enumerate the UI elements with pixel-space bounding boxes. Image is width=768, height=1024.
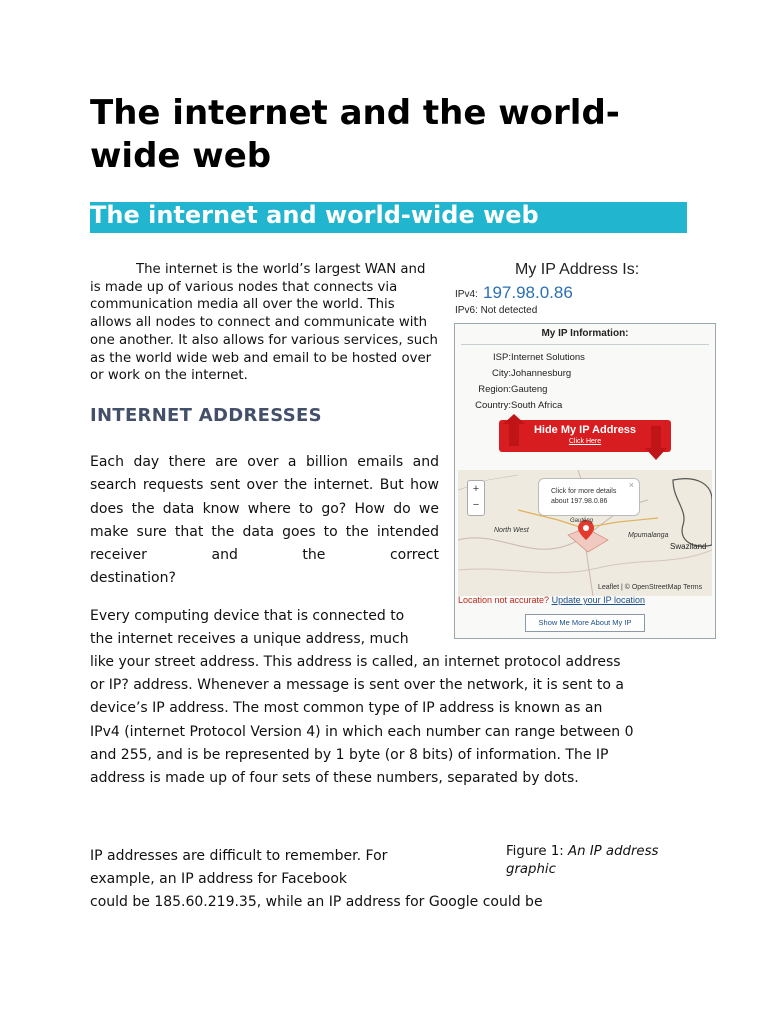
paragraph-3-line: could be 185.60.219.35, while an IP address for Google could be (90, 894, 543, 910)
info-row-city (455, 368, 571, 379)
info-row-isp (455, 352, 585, 363)
section-heading-banner (90, 202, 687, 233)
figure-title: My IP Address Is: (515, 261, 640, 278)
caption-prefix: Figure 1: (506, 844, 568, 859)
info-row-country (455, 400, 562, 411)
zoom-in-button[interactable]: + (472, 483, 480, 495)
page-title: The internet and the world-wide web (90, 93, 620, 176)
paragraph-3-line: IP addresses are difficult to remember. For (90, 848, 388, 864)
location-map[interactable] (458, 470, 712, 596)
map-zoom-control[interactable] (467, 480, 485, 516)
paragraph-2-line: the internet receives a unique address, much (90, 631, 409, 647)
info-key: City: (492, 368, 511, 379)
popup-line-2: about 197.98.0.86 (551, 498, 608, 505)
paragraph-2-line: address is made up of four sets of these numbers, separated by dots. (90, 770, 579, 786)
map-label: Swaziland (670, 542, 707, 551)
section-heading: The internet and world-wide web (90, 201, 539, 229)
close-icon[interactable]: × (628, 480, 634, 490)
info-key: Region: (478, 384, 511, 395)
info-value: Johannesburg (511, 368, 572, 379)
paragraph-1 (90, 451, 439, 591)
ipv6-label: IPv6: (455, 305, 478, 316)
ipv4-value: 197.98.0.86 (483, 283, 573, 302)
location-question: Location not accurate? (458, 595, 550, 605)
figure-caption (506, 843, 676, 879)
location-row (458, 595, 645, 605)
info-row-region (455, 384, 547, 395)
map-label: Gauteng (570, 518, 594, 524)
ipv4-label: IPv4: (455, 289, 478, 300)
intro-paragraph (90, 261, 440, 385)
ipv6-value: Not detected (480, 305, 538, 316)
map-label: Mpumalanga (628, 532, 669, 539)
intro-text: The internet is the world’s largest WAN and is made up of various nodes that connects via communication media all over the world. This allows all nodes to connect and communicate with one another. It also allows for various services, such as the world wide web and email to be hosted over or work on the internet. (90, 262, 438, 384)
paragraph-2-line: Every computing device that is connected to (90, 608, 405, 624)
popup-line-1: Click for more details (551, 488, 617, 495)
info-heading: My IP Information: (541, 328, 629, 339)
paragraph-1-text: Each day there are over a billion emails and search requests sent over the internet. But how does the data know where to go? How do we make sure that the data goes to the intended receiver and the correct (90, 454, 439, 564)
paragraph-3-line: example, an IP address for Facebook (90, 871, 348, 887)
info-value: South Africa (511, 400, 563, 411)
paragraph-2-line: IPv4 (internet Protocol Version 4) in which each number can range between 0 (90, 724, 634, 740)
info-value: Internet Solutions (511, 352, 585, 363)
paragraph-2-line: and 255, and is be represented by 1 byte (or 8 bits) of information. The IP (90, 747, 609, 763)
subheading: INTERNET ADDRESSES (90, 405, 322, 426)
info-key: Country: (475, 400, 511, 411)
map-label: North West (494, 527, 529, 534)
ip-address-figure (452, 255, 716, 640)
divider (461, 344, 709, 345)
hide-button-label: Hide My IP Address (533, 424, 637, 436)
show-more-button[interactable]: Show Me More About My IP (525, 614, 645, 632)
paragraph-2-line: or IP? address. Whenever a message is sent over the network, it is sent to a (90, 677, 624, 693)
caption-italic: An IP address graphic (506, 844, 659, 877)
hide-button-sublabel: Click Here (568, 438, 602, 445)
info-key: ISP: (493, 352, 511, 363)
map-attribution: Leaflet | © OpenStreetMap Terms (598, 584, 703, 591)
hide-ip-button[interactable] (499, 420, 671, 452)
ipv6-row (455, 305, 537, 316)
zoom-out-button[interactable]: − (472, 499, 480, 511)
map-popup[interactable] (538, 478, 640, 516)
update-location-link[interactable]: Update your IP location (551, 595, 645, 605)
ip-info-panel (454, 323, 716, 639)
paragraph-2-line: device’s IP address. The most common type of IP address is known as an (90, 700, 603, 716)
paragraph-1-last: destination? (90, 570, 176, 587)
info-value: Gauteng (511, 384, 548, 395)
paragraph-2-line: like your street address. This address is called, an internet protocol address (90, 654, 621, 670)
